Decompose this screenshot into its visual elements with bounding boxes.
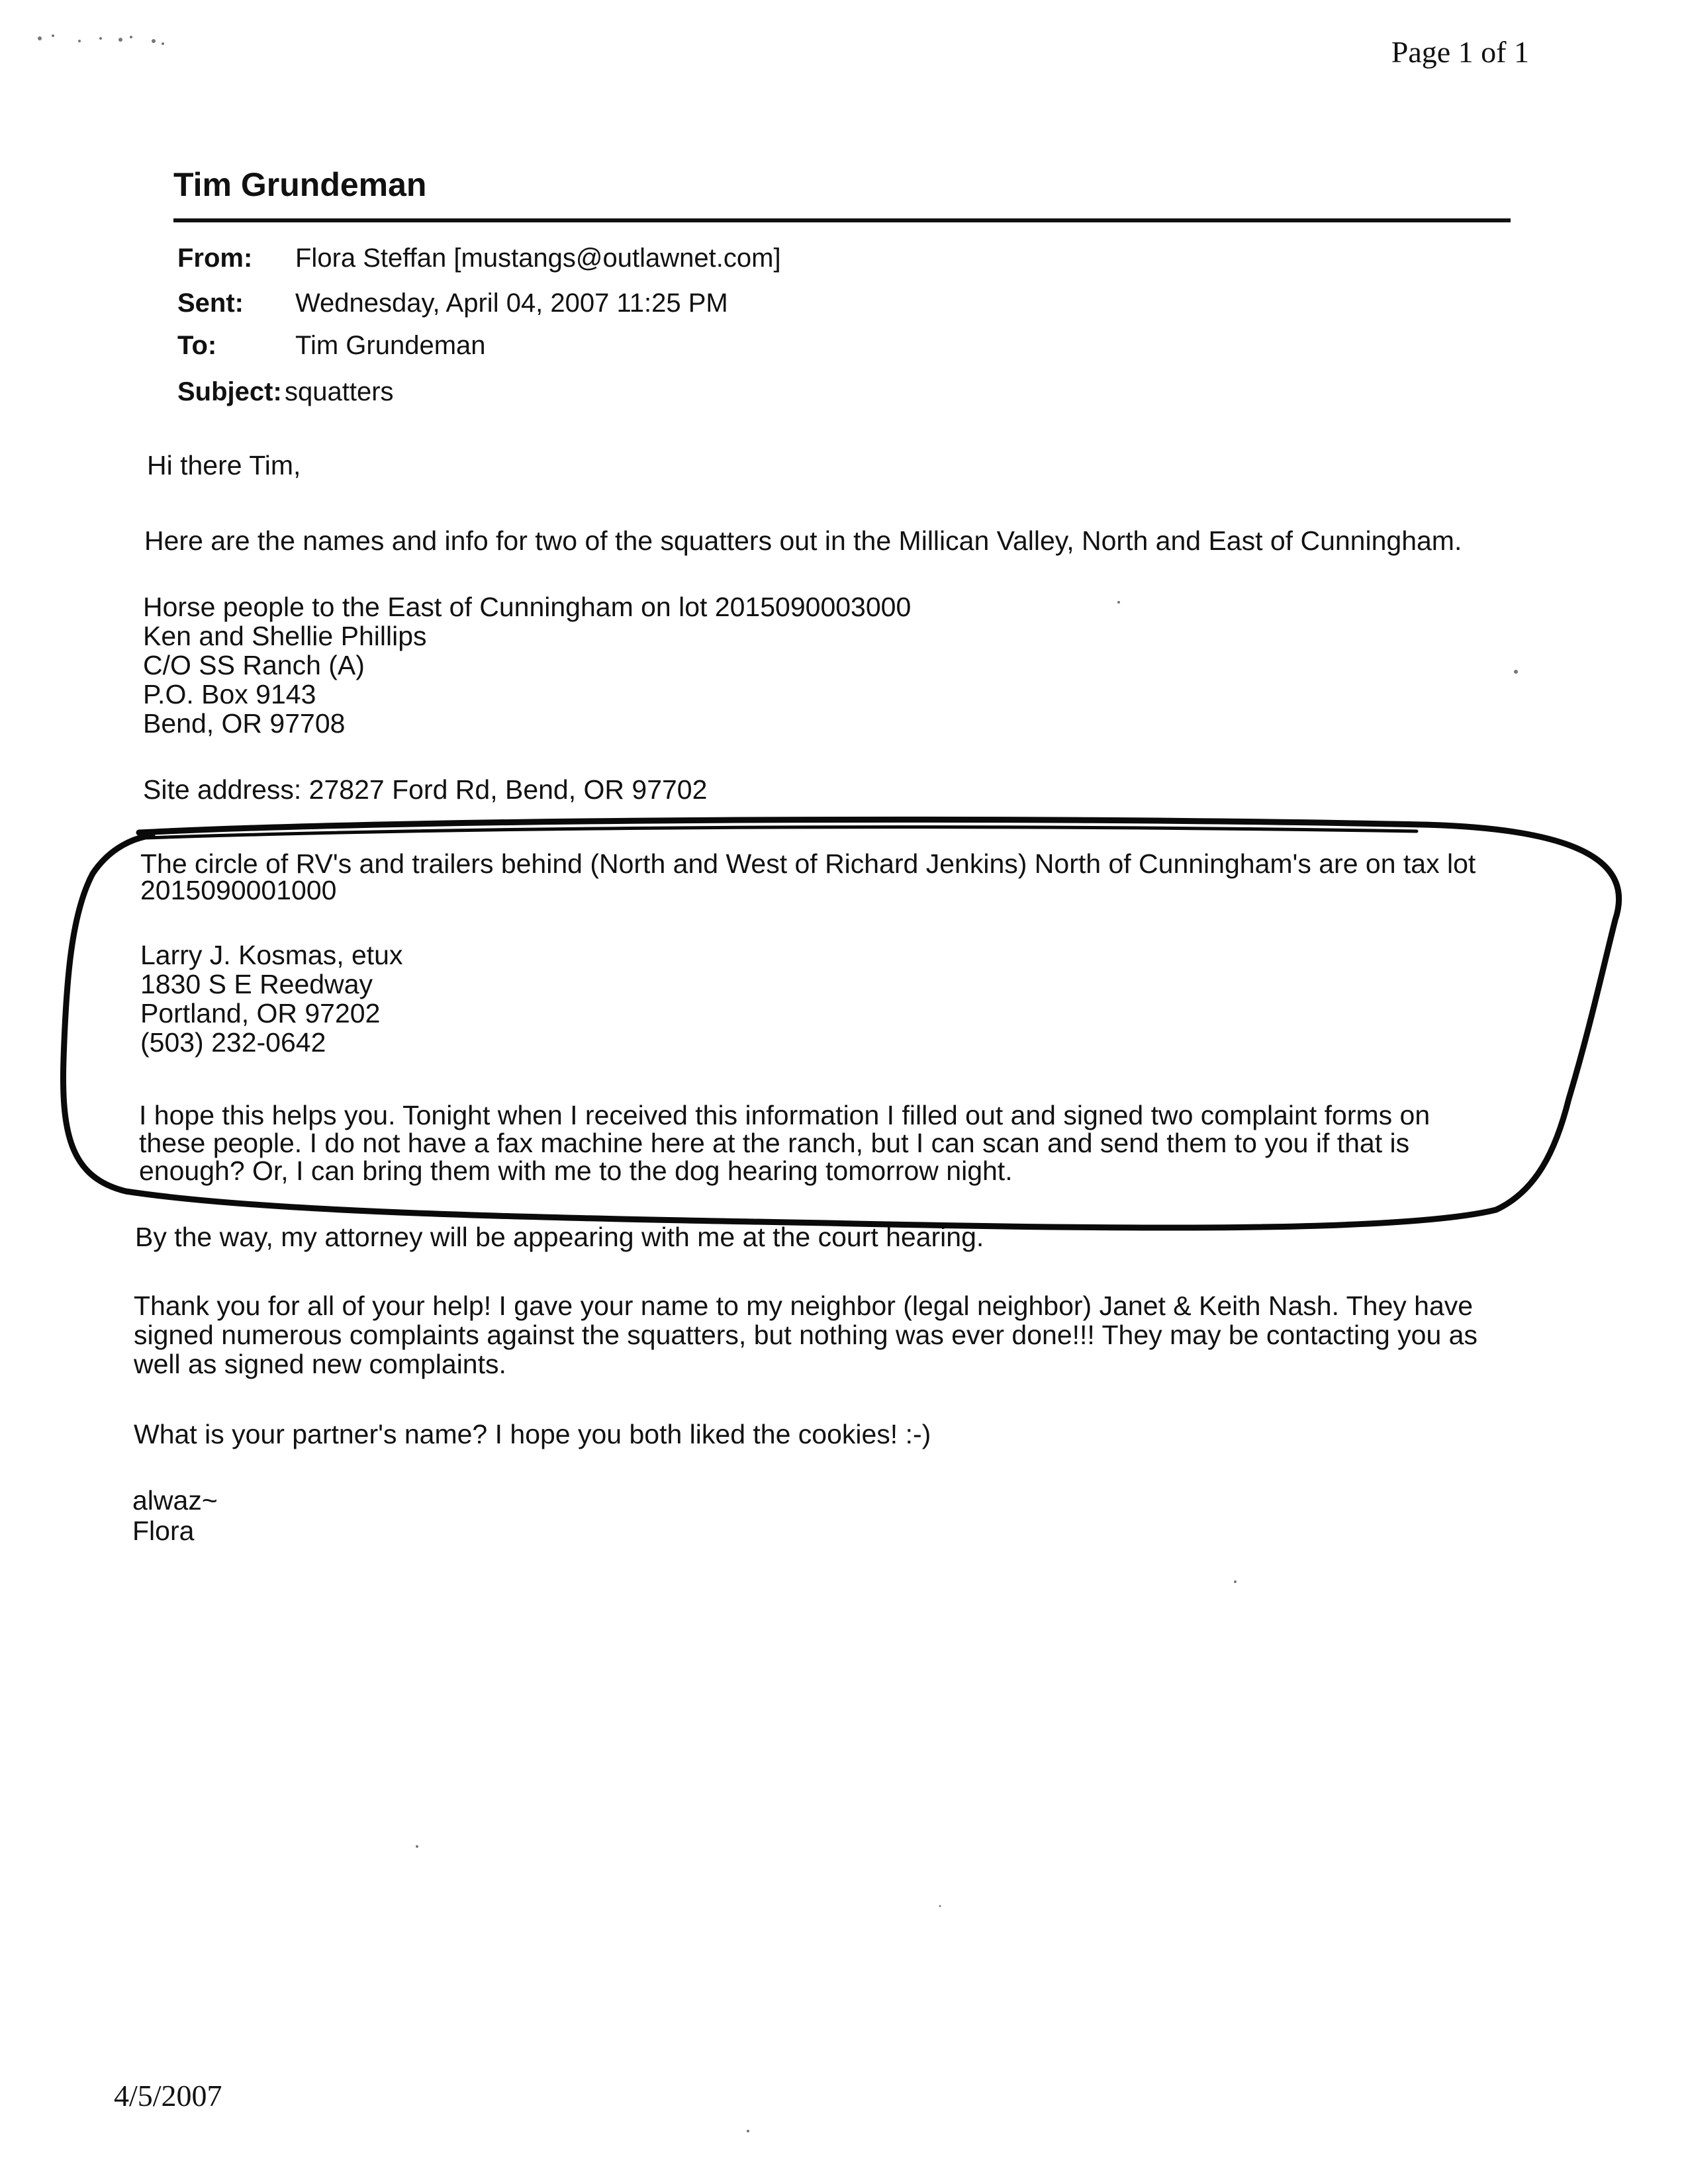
horse-people-line: C/O SS Ranch (A): [143, 650, 365, 680]
sent-value: Wednesday, April 04, 2007 11:25 PM: [295, 289, 728, 318]
page-number: Page 1 of 1: [1391, 35, 1529, 69]
header-to-row: [177, 331, 486, 361]
sent-label: Sent:: [177, 289, 244, 318]
print-date: 4/5/2007: [114, 2079, 222, 2113]
signoff-line: Flora: [132, 1516, 195, 1546]
header-sent-row: [177, 289, 728, 318]
subject-label: Subject:: [177, 377, 282, 406]
intro-line: Here are the names and info for two of the squatters out in the Millican Valley, North and East of Cunningham.: [144, 525, 1462, 556]
signoff-line: alwaz~: [132, 1485, 218, 1516]
to-label: To:: [177, 331, 217, 360]
mailbox-owner-name: Tim Grundeman: [173, 166, 427, 203]
subject-value: squatters: [285, 377, 394, 406]
greeting: Hi there Tim,: [147, 450, 301, 480]
from-value: Flora Steffan [mustangs@outlawnet.com]: [295, 244, 781, 273]
hope-line: I hope this helps you. Tonight when I received this information I filled out and signed two complaint forms on: [139, 1100, 1430, 1130]
rv-circle-line: The circle of RV's and trailers behind (North and West of Richard Jenkins) North of Cunningham's are on tax lot: [140, 848, 1476, 879]
attorney-line: By the way, my attorney will be appearing with me at the court hearing.: [135, 1222, 984, 1252]
horse-people-line: Ken and Shellie Phillips: [143, 621, 427, 651]
header-subject-row: [177, 377, 394, 407]
header-from-row: [177, 244, 781, 273]
header-divider: [173, 218, 1511, 222]
thanks-line: signed numerous complaints against the squatters, but nothing was ever done!!! They may be contacting you as: [134, 1320, 1477, 1350]
kosmas-line: Portland, OR 97202: [140, 998, 381, 1028]
rv-circle-line: 2015090001000: [140, 875, 337, 905]
hope-line: enough? Or, I can bring them with me to the dog hearing tomorrow night.: [139, 1156, 1013, 1186]
kosmas-line: 1830 S E Reedway: [140, 969, 373, 999]
horse-people-line: Bend, OR 97708: [143, 708, 346, 739]
to-value: Tim Grundeman: [295, 331, 486, 360]
thanks-line: Thank you for all of your help! I gave your name to my neighbor (legal neighbor) Janet & Keith Nash. They have: [134, 1291, 1474, 1321]
kosmas-line: (503) 232-0642: [140, 1027, 326, 1058]
partner-question: What is your partner's name? I hope you both liked the cookies! :-): [134, 1419, 931, 1449]
from-label: From:: [177, 244, 253, 273]
thanks-line: well as signed new complaints.: [134, 1349, 506, 1379]
hope-line: these people. I do not have a fax machine here at the ranch, but I can scan and send them to you if that is: [139, 1128, 1410, 1158]
site-address: Site address: 27827 Ford Rd, Bend, OR 97702: [143, 774, 708, 805]
horse-people-line: Horse people to the East of Cunningham on lot 2015090003000: [143, 592, 912, 622]
kosmas-line: Larry J. Kosmas, etux: [140, 940, 403, 970]
horse-people-line: P.O. Box 9143: [143, 679, 316, 709]
